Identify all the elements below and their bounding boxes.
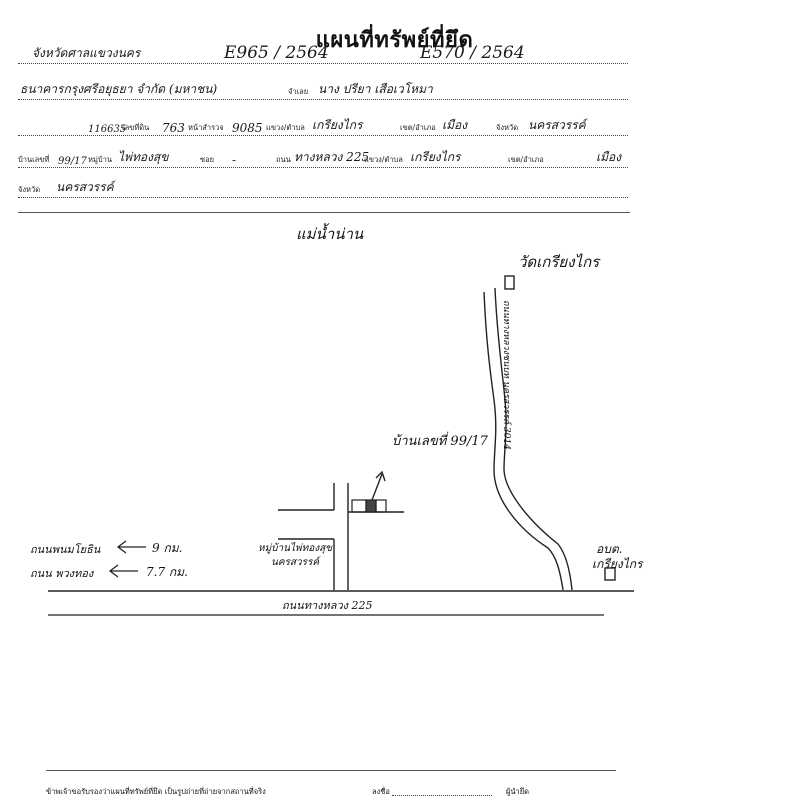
road-value: ทางหลวง 225 [294,150,370,164]
deed-number: 116635 [88,124,127,135]
main-road-label: ถนนทางหลวง 225 [282,599,373,612]
destination-2-name: ถนน พวงทอง [30,567,94,580]
footer-certification-note: ข้าพเจ้าขอรับรองว่าแผนที่ทรัพย์ที่ยึด เป็นรูปถ่ายที่ถ่ายจากสถานที่จริง [46,787,266,796]
province2-label: จังหวัด [18,185,41,194]
subdistrict-label: แขวง/ตำบล [266,123,305,132]
village-label: หมู่บ้านไพ่ทองสุข นครสวรรค์ [258,543,333,568]
village-value: ไพ่ทองสุข [118,150,169,164]
district2-label: เขต/อำเภอ [508,155,544,164]
district-value: เมือง [442,118,468,132]
rural-road-left-edge [484,292,563,590]
destination-2-distance: 7.7 กม. [146,565,188,579]
survey-page-label: หน้าสำรวจ [188,123,224,132]
signature-label: ลงชื่อ [372,787,390,796]
signer-role-label: ผู้นำยึด [506,787,529,796]
land-no-label: เลขที่ดิน [122,123,150,132]
black-case-number: E965 / 2564 [224,43,329,63]
document-title: แผนที่ทรัพย์ที่ยึด [315,28,474,53]
house-3 [376,500,386,512]
defendant-value: นาง ปรียา เสือเวโหมา [318,82,433,96]
defendant-label: จำเลย [288,87,309,96]
footer-divider [46,770,616,771]
village-label: หมู่บ้าน [88,155,112,164]
signature-line [392,786,492,796]
destination-1-name: ถนนพนมโยธิน [30,543,101,556]
district2-value: เมือง [596,150,622,164]
temple-label: วัดเกรียงไกร [518,253,600,271]
river-label: แม่น้ำน่าน [296,225,364,243]
house-no-value: 99/17 [58,156,87,167]
district-label: เขต/อำเภอ [400,123,436,132]
soi-value: - [232,153,237,167]
destination-1-distance: 9 กม. [152,541,183,555]
land-no-value: 763 [162,121,185,135]
house-1 [352,500,366,512]
subdistrict2-value: เกรียงไกร [410,150,461,164]
court-value: จังหวัดศาลแขวงนคร [32,46,141,60]
province-label: จังหวัด [496,123,519,132]
province2-value: นครสวรรค์ [56,180,114,194]
rural-road-label: ถนนทางหลวงชนบท นครสวรรค์ 3014 [501,300,511,450]
survey-page-value: 9085 [232,121,263,135]
red-case-number: E570 / 2564 [420,43,525,63]
house-number-label: บ้านเลขที่ 99/17 [392,434,488,449]
target-house [366,500,376,512]
temple-building [505,276,514,289]
house-no-label: บ้านเลขที่ [18,155,50,164]
province-value: นครสวรรค์ [528,118,586,132]
district-office-label-2: เกรียงไกร [592,557,643,571]
plaintiff-value: ธนาคารกรุงศรีอยุธยา จำกัด (มหาชน) [20,82,218,96]
subdistrict-value: เกรียงไกร [312,118,363,132]
district-office-label-1: อบต. [596,542,623,556]
road-label: ถนน [276,155,291,164]
subdistrict2-label: แขวง/ตำบล [364,155,403,164]
soi-label: ซอย [200,155,214,164]
